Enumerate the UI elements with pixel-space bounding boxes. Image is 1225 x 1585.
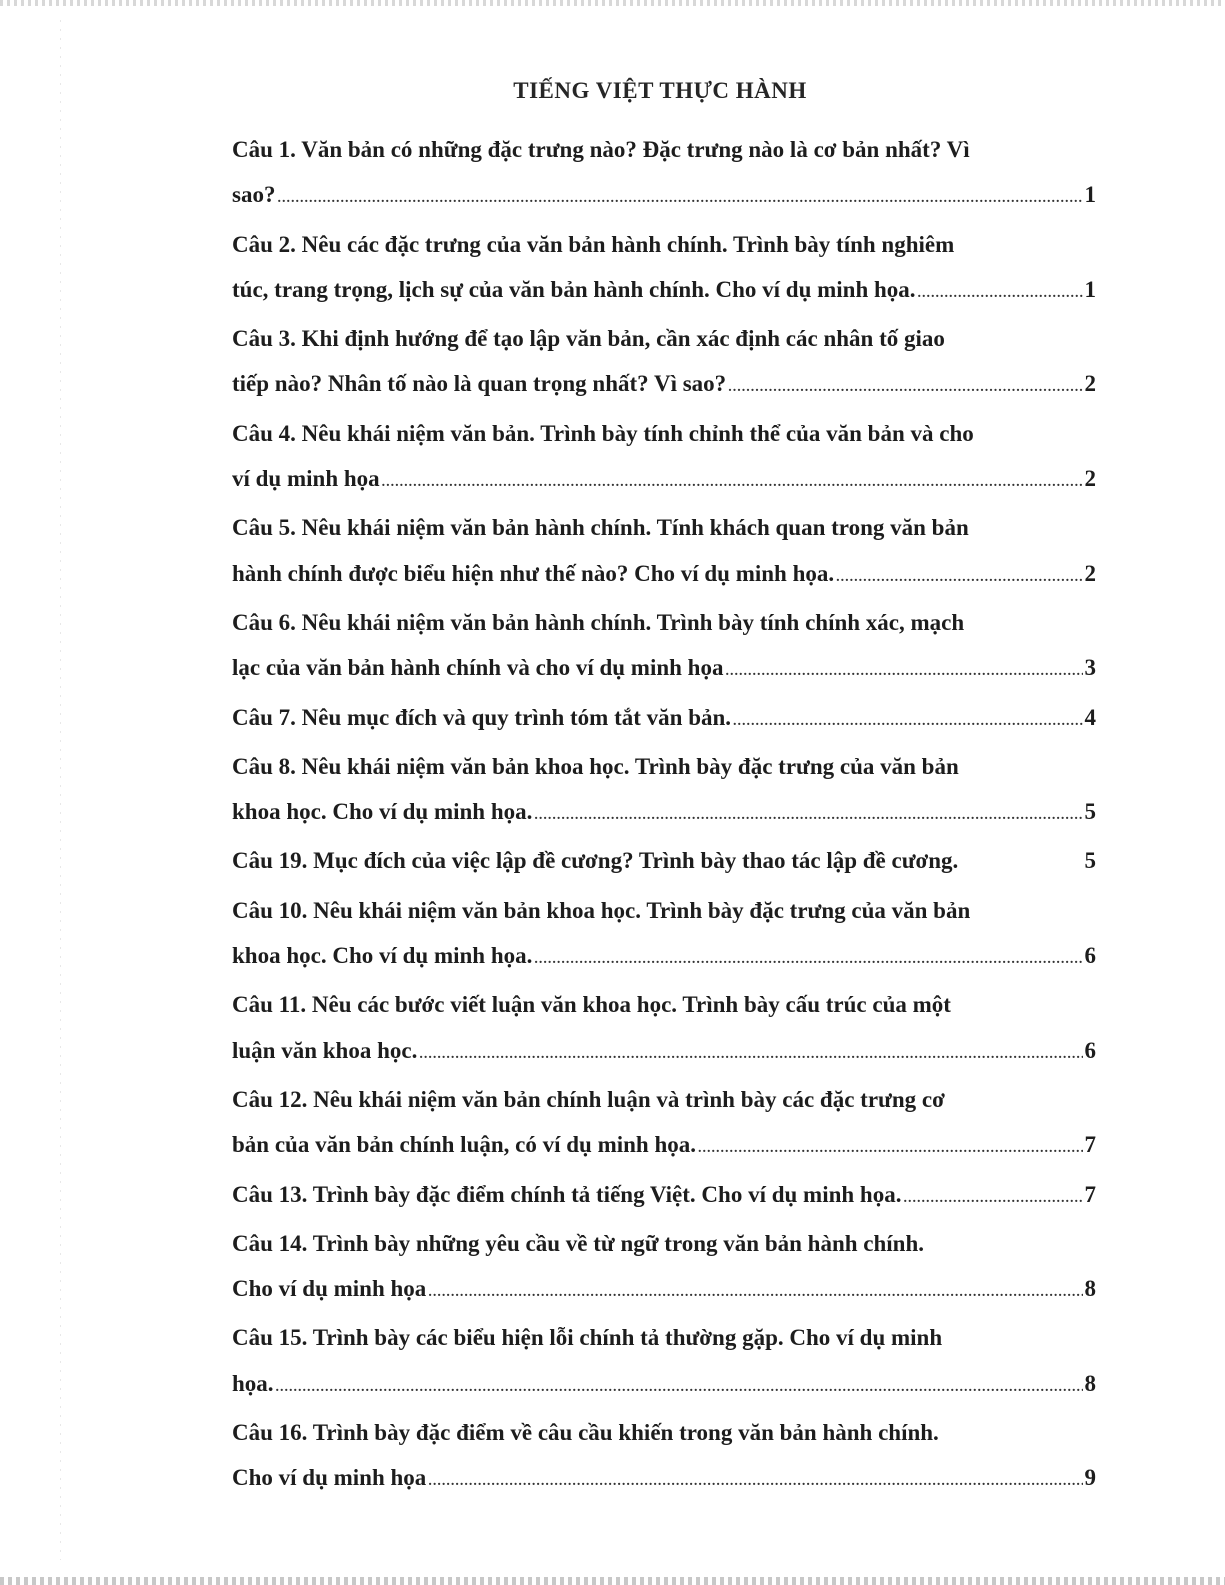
- toc-page-number: 9: [1084, 1465, 1096, 1491]
- toc-entry-first-line: Câu 3. Khi định hướng để tạo lập văn bản, cần xác định các nhân tố giao: [232, 326, 945, 352]
- toc-entry-first-line: Câu 14. Trình bày những yêu cầu về từ ngữ trong văn bản hành chính.: [232, 1230, 924, 1256]
- toc-entry-first-line: Câu 4. Nêu khái niệm văn bản. Trình bày tính chỉnh thể của văn bản và cho: [232, 420, 974, 446]
- toc-entry-text: Cho ví dụ minh họa: [232, 1276, 427, 1302]
- toc-page-number: 3: [1084, 655, 1096, 681]
- toc-entry-last-line: [232, 1122, 1096, 1171]
- dot-leader: [534, 793, 1082, 838]
- toc-entry[interactable]: [232, 1221, 1096, 1316]
- toc-entry-text: khoa học. Cho ví dụ minh họa.: [232, 943, 533, 969]
- toc-entry-first-line: Câu 10. Nêu khái niệm văn bản khoa học. Trình bày đặc trưng của văn bản: [232, 897, 971, 923]
- toc-entry-text: bản của văn bản chính luận, có ví dụ minh họa.: [232, 1132, 697, 1158]
- toc-entry-last-line: [232, 267, 1096, 316]
- toc-entry-text: Cho ví dụ minh họa: [232, 1465, 427, 1491]
- page-title: TIẾNG VIỆT THỰC HÀNH: [513, 78, 807, 103]
- toc-entry-last-line: [232, 1172, 1096, 1221]
- toc-entry-first-line: Câu 1. Văn bản có những đặc trưng nào? Đặc trưng nào là cơ bản nhất? Vì: [232, 137, 970, 162]
- toc-entry[interactable]: [232, 1077, 1096, 1172]
- toc-entry-text: lạc của văn bản hành chính và cho ví dụ minh họa: [232, 655, 724, 681]
- toc-entry-last-line: [232, 1361, 1096, 1410]
- toc-page-number: 7: [1084, 1132, 1096, 1158]
- dot-leader: [419, 1032, 1082, 1077]
- toc-entry-text: Câu 13. Trình bày đặc điểm chính tả tiếng Việt. Cho ví dụ minh họa.: [232, 1181, 902, 1207]
- toc-entry[interactable]: [232, 411, 1096, 506]
- toc-entry[interactable]: [232, 127, 1096, 222]
- toc-entry[interactable]: [232, 1315, 1096, 1410]
- toc-page-number: 5: [1084, 799, 1096, 825]
- dot-leader: [428, 1459, 1082, 1504]
- toc-entry-text: khoa học. Cho ví dụ minh họa.: [232, 799, 533, 825]
- toc-page-number: 8: [1084, 1276, 1096, 1302]
- scan-edge-left: [60, 20, 61, 1560]
- scan-edge-top: [0, 0, 1225, 6]
- dot-leader: [698, 1126, 1082, 1171]
- toc-entry-text: túc, trang trọng, lịch sự của văn bản hành chính. Cho ví dụ minh họa.: [232, 276, 916, 302]
- toc-entry[interactable]: [232, 1172, 1096, 1221]
- toc-entry-last-line: [232, 838, 1096, 887]
- dot-leader: [277, 176, 1082, 221]
- dot-leader: [728, 365, 1082, 410]
- toc-entry-last-line: [232, 172, 1096, 221]
- toc-page-number: 8: [1084, 1370, 1096, 1396]
- toc-entry[interactable]: [232, 316, 1096, 411]
- toc-entry-text: ví dụ minh họa: [232, 466, 380, 492]
- toc-entry-text: Câu 7. Nêu mục đích và quy trình tóm tắt văn bản.: [232, 704, 732, 730]
- dot-leader: [836, 555, 1082, 600]
- toc-entry-last-line: [232, 695, 1096, 744]
- toc-entry[interactable]: [232, 600, 1096, 695]
- dot-leader: [725, 649, 1082, 694]
- toc-entry-first-line: Câu 12. Nêu khái niệm văn bản chính luận và trình bày các đặc trưng cơ: [232, 1086, 945, 1112]
- toc-entry-first-line: Câu 8. Nêu khái niệm văn bản khoa học. Trình bày đặc trưng của văn bản: [232, 753, 959, 779]
- toc-entry-text: họa.: [232, 1370, 274, 1396]
- dot-leader: [276, 1365, 1083, 1410]
- scan-edge-bottom: [0, 1577, 1225, 1585]
- dot-leader: [534, 937, 1082, 982]
- dot-leader: [428, 1270, 1082, 1315]
- toc-entry[interactable]: [232, 838, 1096, 887]
- toc-entry-first-line: Câu 11. Nêu các bước viết luận văn khoa học. Trình bày cấu trúc của một: [232, 992, 951, 1018]
- toc-page-number: 2: [1084, 371, 1096, 397]
- toc-entry-text: hành chính được biểu hiện như thế nào? Cho ví dụ minh họa.: [232, 560, 835, 586]
- toc-entry-last-line: [232, 789, 1096, 838]
- toc-entry-first-line: Câu 16. Trình bày đặc điểm về câu cầu khiến trong văn bản hành chính.: [232, 1420, 939, 1446]
- toc-entry-text: Câu 19. Mục đích của việc lập đề cương? Trình bày thao tác lập đề cương.: [232, 848, 959, 874]
- toc-entry-last-line: [232, 933, 1096, 982]
- toc-entry-first-line: Câu 2. Nêu các đặc trưng của văn bản hành chính. Trình bày tính nghiêm: [232, 231, 955, 257]
- dot-leader: [733, 699, 1082, 744]
- toc-entry[interactable]: [232, 222, 1096, 317]
- toc-entry-last-line: [232, 456, 1096, 505]
- toc-entry-text: sao?: [232, 182, 276, 208]
- toc-entry[interactable]: [232, 1410, 1096, 1505]
- toc-page-number: 4: [1084, 704, 1096, 730]
- toc-page-number: 6: [1084, 1037, 1096, 1063]
- dot-leader: [918, 271, 1083, 316]
- toc-entry-text: tiếp nào? Nhân tố nào là quan trọng nhất? Vì sao?: [232, 371, 727, 397]
- toc-page-number: 1: [1084, 182, 1096, 208]
- toc-entry[interactable]: [232, 744, 1096, 839]
- toc-page-number: 6: [1084, 943, 1096, 969]
- dot-leader: [382, 460, 1083, 505]
- toc-entry-last-line: [232, 1455, 1096, 1504]
- dot-leader: [903, 1176, 1082, 1221]
- toc-entry-first-line: Câu 15. Trình bày các biểu hiện lỗi chính tả thường gặp. Cho ví dụ minh: [232, 1325, 943, 1351]
- toc-entry-first-line: Câu 5. Nêu khái niệm văn bản hành chính. Tính khách quan trong văn bản: [232, 515, 969, 541]
- toc-entry-first-line: Câu 6. Nêu khái niệm văn bản hành chính. Trình bày tính chính xác, mạch: [232, 609, 965, 635]
- toc-entry-last-line: [232, 361, 1096, 410]
- toc-entry[interactable]: [232, 888, 1096, 983]
- toc-page-number: 5: [1084, 848, 1096, 874]
- toc-entry[interactable]: [232, 695, 1096, 744]
- toc-entry[interactable]: [232, 505, 1096, 600]
- toc-entry-last-line: [232, 1028, 1096, 1077]
- table-of-contents: [232, 127, 1096, 1505]
- toc-page-number: 2: [1084, 466, 1096, 492]
- toc-entry-last-line: [232, 645, 1096, 694]
- toc-page-number: 7: [1084, 1181, 1096, 1207]
- toc-page-number: 2: [1084, 560, 1096, 586]
- toc-entry-last-line: [232, 1266, 1096, 1315]
- toc-entry-last-line: [232, 551, 1096, 600]
- toc-entry-text: luận văn khoa học.: [232, 1037, 418, 1063]
- toc-page-number: 1: [1084, 276, 1096, 302]
- toc-entry[interactable]: [232, 982, 1096, 1077]
